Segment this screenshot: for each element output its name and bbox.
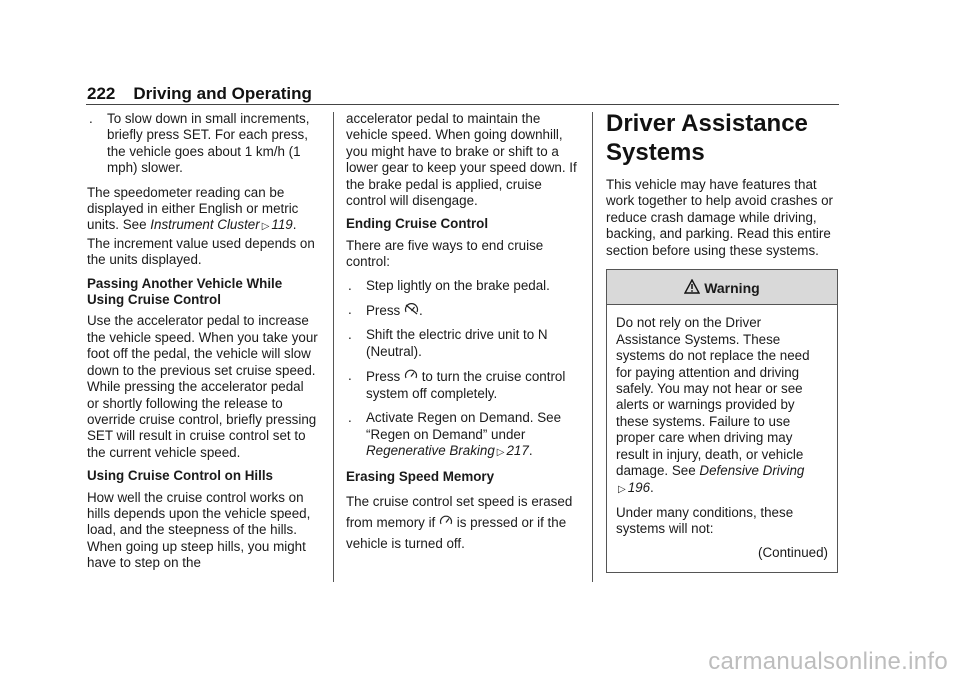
warning-label: Warning — [704, 280, 760, 297]
erasing-post: is pressed or if the vehicle is turned off. — [346, 514, 567, 551]
bullet-slow-down — [87, 111, 319, 177]
bullet-icon: . — [348, 327, 352, 343]
bullet-text: Activate Regen on Demand. See “Regen on Demand” under — [366, 410, 562, 442]
bullet-regen: . Activate Regen on Demand. See “Regen on Demand” under Regenerative Braking ▷ 217. — [348, 410, 562, 458]
warning-main-text: Do not rely on the Driver Assistance Systems. These systems do not replace the need for paying attention and driving safely. You may not hear or see alerts or warnings provided by these systems. Failure to use proper care when driving may result in injury, death, or vehicle damage. See — [616, 315, 810, 479]
paragraph-conditions: Under many conditions, these systems will not: — [616, 504, 794, 537]
bullet-brake — [346, 278, 580, 294]
bullet-text: Step lightly on the brake pedal. — [366, 277, 550, 293]
cruise-cancel-icon — [404, 302, 419, 316]
warning-body — [607, 305, 837, 572]
speedo-text: The speedometer reading can be displayed in either English or metric units. See — [87, 184, 299, 233]
column-divider-2 — [592, 112, 593, 582]
paragraph-ending-intro: There are five ways to end cruise control: — [346, 237, 544, 270]
header-rule — [86, 104, 839, 105]
column-2 — [346, 111, 580, 561]
watermark: carmanualsonline.info — [708, 648, 948, 675]
bullet-cruise-off — [346, 368, 580, 402]
paragraph-hills: How well the cruise control works on hills depends upon the vehicle speed, load, and the steepness of the hills. When going up steep hills, you might have to step on the — [87, 489, 311, 571]
cruise-control-icon — [439, 514, 453, 528]
cruise-control-icon — [404, 368, 418, 382]
bullet-text: Press — [366, 303, 401, 319]
ref-defensive-driving[interactable]: Defensive Driving — [699, 463, 805, 479]
warning-box — [606, 269, 838, 573]
paragraph-intro: This vehicle may have features that work together to help avoid crashes or reduce crash damage while driving, backing, and parking. Read this entire section before using these systems. — [606, 177, 834, 258]
ref-instrument-cluster[interactable]: Instrument Cluster — [150, 217, 260, 233]
paragraph-speedometer: The speedometer reading can be displayed in either English or metric units. See Instrument Cluster ▷ 119. The increment value used depends on the units displayed. — [87, 184, 315, 268]
erasing-pre: The cruise control set speed is erased from memory if — [346, 493, 573, 530]
paragraph-erasing — [346, 491, 580, 554]
column-1 — [87, 111, 319, 579]
ref-page-217[interactable]: 217 — [506, 442, 529, 458]
bullet-icon: . — [348, 368, 352, 384]
warning-text: Do not rely on the Driver Assistance Systems. These systems do not replace the need for paying attention and driving safely. You may not hear or see alerts or warnings provided by these systems. Failure to use proper care when driving may result in injury, death, or vehicle damage. See Defensive Driving ▷ 196. — [616, 315, 810, 495]
bullet-text: Press — [366, 369, 401, 385]
heading-erasing: Erasing Speed Memory — [346, 469, 495, 485]
column-divider-1 — [333, 112, 334, 582]
bullet-icon: . — [89, 111, 93, 126]
warning-header — [607, 270, 837, 305]
page-ref-icon: ▷ — [618, 483, 626, 495]
column-3 — [606, 111, 840, 573]
paragraph-continued: accelerator pedal to maintain the vehicle speed. When going downhill, you might have to brake or shift to a lower gear to keep your speed down. If the brake pedal is applied, cruise control will disengage. — [346, 111, 577, 209]
ref-page-119[interactable]: 119 — [271, 217, 293, 233]
bullet-4-post: to turn the cruise control system off completely. — [366, 369, 566, 401]
bullet-text: To slow down in small increments, briefly press SET. For each press, the vehicle goes about 1 km/h (1 mph) slower. — [107, 111, 310, 176]
page-ref-icon: ▷ — [261, 221, 270, 233]
ref-regenerative-braking[interactable]: Regenerative Braking — [366, 442, 495, 458]
ref-page-196[interactable]: 196 — [627, 479, 651, 495]
heading-passing: Passing Another Vehicle While Using Cruise Control — [87, 275, 283, 308]
running-header — [87, 84, 312, 104]
paragraph-passing: Use the accelerator pedal to increase the vehicle speed. When you take your foot off the pedal, the vehicle will slow down to the previous set cruise speed. While pressing the accelerator pedal or shortly following the release to override cruise control, briefly pressing SET will result in cruise control set to the current vehicle speed. — [87, 313, 318, 460]
continued-label: (Continued) — [758, 544, 828, 560]
page-ref-icon: ▷ — [496, 446, 505, 458]
bullet-icon: . — [348, 277, 352, 293]
section-heading: Driver Assistance Systems — [606, 110, 808, 166]
bullet-text: Shift the electric drive unit to N (Neutral). — [366, 327, 548, 359]
heading-hills: Using Cruise Control on Hills — [87, 468, 273, 484]
speedo-after: The increment value used depends on the units displayed. — [87, 235, 315, 268]
section-title: Driving and Operating — [133, 84, 312, 103]
bullet-neutral — [346, 327, 580, 360]
bullet-cancel — [346, 302, 580, 319]
bullet-icon: . — [348, 410, 352, 426]
bullet-icon: . — [348, 302, 352, 318]
heading-ending: Ending Cruise Control — [346, 216, 489, 232]
bullet-2-post: . — [418, 303, 423, 319]
warning-icon — [684, 279, 700, 294]
page-number: 222 — [87, 84, 116, 103]
